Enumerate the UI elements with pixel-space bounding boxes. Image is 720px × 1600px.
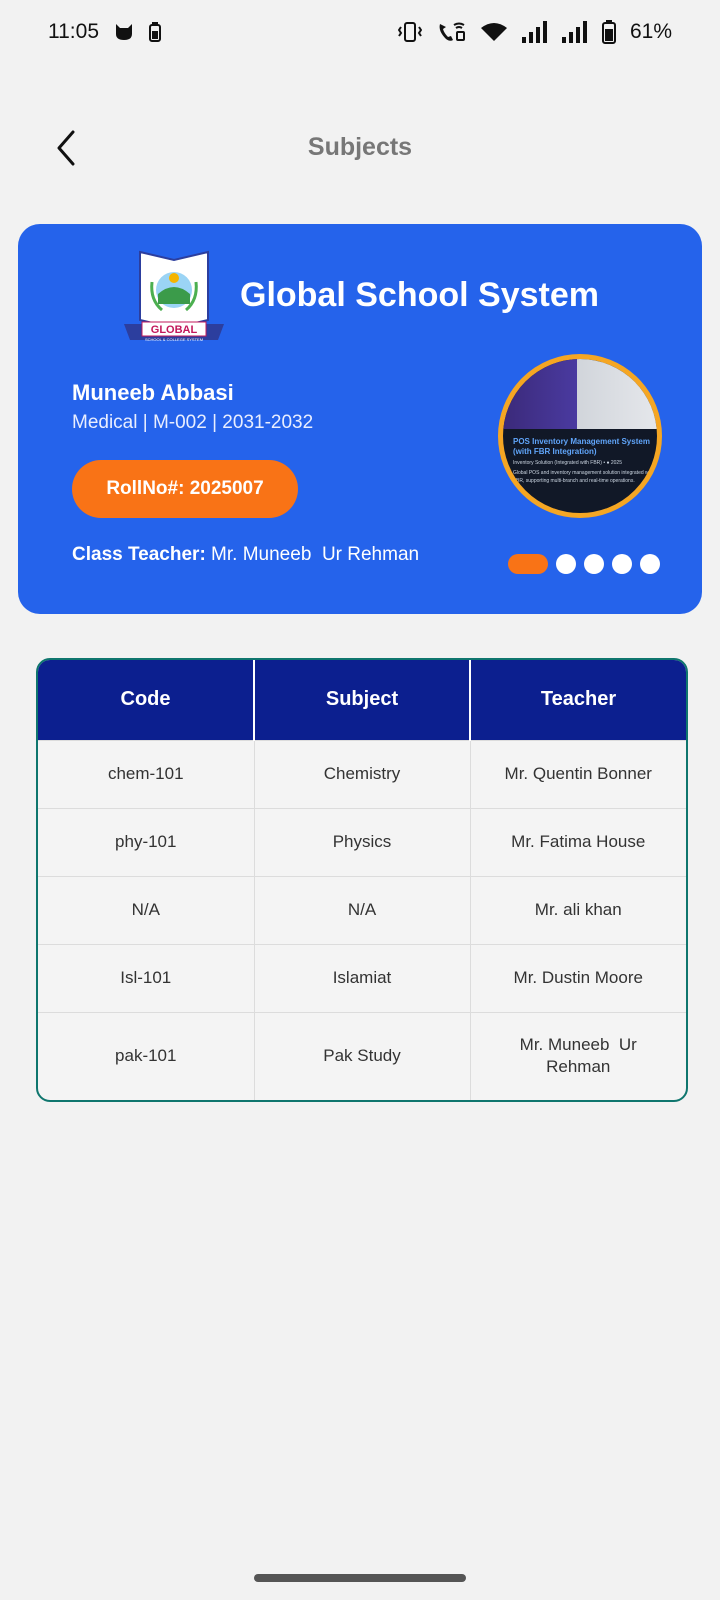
cell-code: Isl-101 <box>38 944 254 1012</box>
app-header <box>0 112 720 182</box>
battery-small-icon <box>149 22 161 42</box>
cell-subject: Chemistry <box>254 740 470 808</box>
carousel-dot[interactable] <box>612 554 632 574</box>
carousel-dot[interactable] <box>640 554 660 574</box>
table-row <box>38 876 686 944</box>
promo-body <box>513 437 657 485</box>
promo-title: POS Inventory Management System (with FBR Integration) <box>513 437 650 456</box>
signal-icon <box>562 21 588 43</box>
carousel-dot[interactable] <box>556 554 576 574</box>
cell-code: N/A <box>38 876 254 944</box>
carousel-dot[interactable] <box>584 554 604 574</box>
table-header-row <box>38 660 686 740</box>
cell-code: chem-101 <box>38 740 254 808</box>
signal-icon <box>522 21 548 43</box>
wifi-call-icon <box>436 21 466 43</box>
column-header-teacher: Teacher <box>470 660 686 740</box>
table-row <box>38 740 686 808</box>
carousel-indicator <box>508 554 660 574</box>
wifi-icon <box>480 21 508 43</box>
status-right <box>398 20 672 44</box>
school-name: Global School System <box>240 276 599 314</box>
status-bar <box>0 0 720 64</box>
status-time: 11:05 <box>48 20 99 43</box>
cell-subject: Islamiat <box>254 944 470 1012</box>
class-teacher <box>72 544 419 566</box>
subjects-table <box>36 658 688 1102</box>
promo-carousel-image[interactable] <box>498 354 662 518</box>
promo-screenshot <box>503 359 657 429</box>
student-card <box>18 224 702 614</box>
table-row <box>38 1012 686 1100</box>
cat-notification-icon <box>113 22 135 42</box>
roll-number-badge[interactable]: RollNo#: 2025007 <box>72 460 298 518</box>
vibrate-icon <box>398 21 422 43</box>
cell-teacher: Mr. Fatima House <box>470 808 686 876</box>
class-teacher-label: Class Teacher: <box>72 544 206 565</box>
school-logo <box>122 250 226 344</box>
student-name: Muneeb Abbasi <box>72 380 234 405</box>
cell-teacher: Mr. Dustin Moore <box>470 944 686 1012</box>
class-teacher-name: Mr. Muneeb Ur Rehman <box>205 544 420 565</box>
cell-code: pak-101 <box>38 1012 254 1100</box>
table-row <box>38 944 686 1012</box>
cell-subject: N/A <box>254 876 470 944</box>
table-row <box>38 808 686 876</box>
cell-subject: Pak Study <box>254 1012 470 1100</box>
promo-line: Inventory Solution (Integrated with FBR) • ● 2025 <box>513 460 622 466</box>
battery-icon <box>602 20 616 44</box>
home-indicator[interactable] <box>254 1574 466 1582</box>
student-meta: Medical | M-002 | 2031-2032 <box>72 412 314 433</box>
back-button[interactable] <box>44 126 88 170</box>
page-title: Subjects <box>307 132 413 161</box>
chevron-left-icon <box>55 130 77 166</box>
logo-text: GLOBAL <box>150 324 198 336</box>
carousel-dot-active[interactable] <box>508 554 548 574</box>
logo-subtext: SCHOOL & COLLEGE SYSTEM <box>144 337 204 342</box>
status-left <box>48 20 161 44</box>
cell-code: phy-101 <box>38 808 254 876</box>
battery-percent: 61% <box>629 20 672 43</box>
column-header-code: Code <box>38 660 254 740</box>
cell-subject: Physics <box>254 808 470 876</box>
cell-teacher: Mr. ali khan <box>470 876 686 944</box>
cell-teacher: Mr. Muneeb Ur Rehman <box>470 1012 686 1100</box>
column-header-subject: Subject <box>254 660 470 740</box>
cell-teacher: Mr. Quentin Bonner <box>470 740 686 808</box>
promo-line: Global POS and inventory management solution integrated with FBR, supporting multi-branch and real-time operations. <box>513 470 654 484</box>
